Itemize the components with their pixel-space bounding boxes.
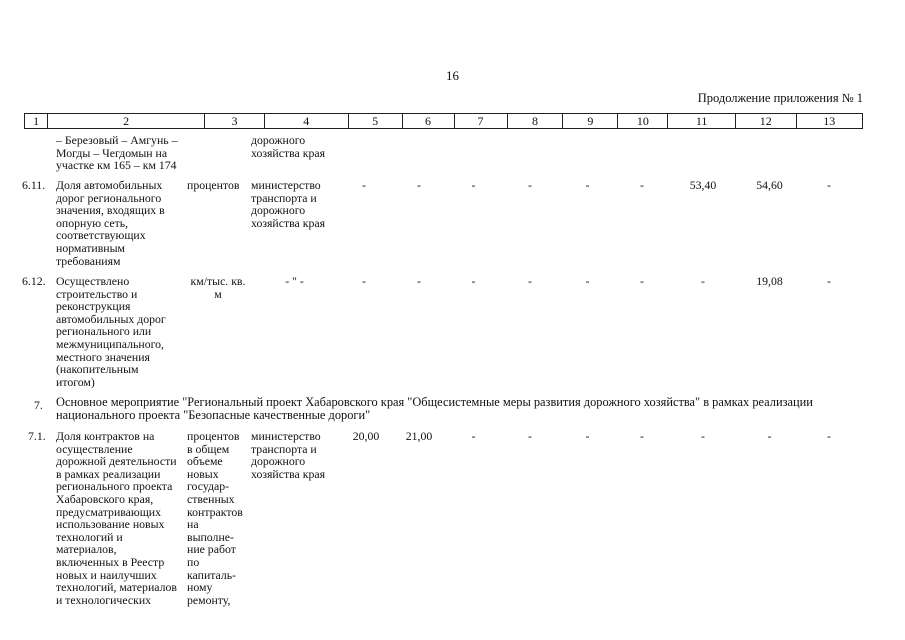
row-612-unit — [185, 275, 251, 300]
row-612-col-9: - — [585, 274, 590, 288]
text-line: транспорта и — [251, 190, 317, 205]
text-line: по — [187, 554, 200, 569]
row-71-name — [56, 430, 177, 606]
text-line: - " - — [285, 274, 304, 288]
text-line: ственных — [187, 491, 235, 506]
header-col-1: 1 — [25, 114, 48, 128]
text-line: новых и наилучших — [56, 567, 157, 582]
table-header-row — [24, 113, 863, 129]
text-line: национального проекта "Безопасные качественные дороги" — [56, 408, 371, 422]
row-612-number: 6.12. — [22, 274, 46, 288]
row-top-name — [56, 134, 178, 172]
text-line: ние работ — [187, 542, 236, 557]
row-611-number: 6.11. — [22, 178, 46, 192]
row-611-col-7: - — [471, 178, 476, 192]
header-col-2: 2 — [48, 114, 205, 128]
header-col-6: 6 — [403, 114, 455, 128]
row-612-col-12: 19,08 — [756, 274, 783, 288]
row-611-col-9: - — [585, 178, 590, 192]
header-col-7: 7 — [455, 114, 508, 128]
text-line: реконструкция — [56, 299, 131, 314]
text-line: технологий и — [56, 529, 123, 544]
header-col-12: 12 — [736, 114, 797, 128]
row-611-col-6: - — [417, 178, 421, 192]
row-611-executor — [251, 179, 325, 229]
text-line: дорожной деятельности — [56, 454, 177, 469]
text-line: технологий, материалов — [56, 580, 177, 595]
page-number: 16 — [446, 68, 459, 83]
row-611-unit — [187, 179, 239, 192]
row-71-col-10: - — [640, 429, 644, 443]
text-line: осуществление — [56, 441, 133, 456]
text-line: предусматривающих — [56, 504, 162, 519]
text-line: км/тыс. кв. — [190, 274, 246, 288]
text-line: хозяйства края — [251, 466, 326, 481]
row-611-col-11: 53,40 — [689, 178, 717, 192]
row-611-col-10: - — [640, 178, 644, 192]
text-line: министерство — [251, 178, 321, 192]
text-line: транспорта и — [251, 441, 317, 456]
row-71-col-7: - — [471, 429, 476, 443]
text-line: ному — [187, 580, 213, 595]
row-7-number: 7. — [34, 398, 43, 412]
text-line: выполне- — [187, 529, 234, 544]
header-col-9: 9 — [563, 114, 618, 128]
row-612-col-5: - — [362, 274, 366, 288]
text-line: строительство и — [56, 286, 138, 301]
text-line: м — [214, 286, 222, 301]
text-line: местного значения — [56, 349, 150, 364]
row-71-col-9: - — [585, 429, 590, 443]
row-71-col-5: 20,00 — [352, 429, 380, 443]
text-line: процентов — [187, 429, 240, 443]
header-col-11: 11 — [668, 114, 735, 128]
row-612-col-6: - — [417, 274, 421, 288]
text-line: капиталь- — [187, 567, 237, 582]
text-line: регионального проекта — [56, 479, 173, 494]
text-line: итогом) — [56, 374, 95, 389]
continuation-label: Продолжение приложения № 1 — [697, 91, 863, 105]
text-line: включенных в Реестр — [56, 554, 165, 569]
text-line: соответствующих — [56, 228, 146, 243]
text-line: материалов, — [56, 542, 117, 557]
row-7-text — [56, 396, 813, 422]
row-71-col-6: 21,00 — [405, 429, 433, 443]
row-71-col-11: - — [701, 429, 705, 443]
text-line: – Березовый – Амгунь – — [56, 133, 178, 147]
text-line: участке км 165 – км 174 — [56, 158, 177, 173]
text-line: контрактов — [187, 504, 243, 519]
text-line: в рамках реализации — [56, 466, 161, 481]
text-line: Основное мероприятие "Региональный проект Хабаровского края "Общесистемные меры развития дорожного хозяйства" в рамках реализации — [56, 395, 813, 409]
text-line: хозяйства края — [251, 215, 326, 230]
text-line: дорожного — [251, 454, 306, 469]
text-line: ремонту, — [187, 592, 231, 607]
row-612-col-7: - — [471, 274, 476, 288]
text-line: (накопительным — [56, 362, 139, 377]
text-line: дорог регионального — [56, 190, 162, 205]
text-line: значения, входящих в — [56, 203, 165, 218]
row-612-col-8: - — [528, 274, 532, 288]
header-col-4: 4 — [265, 114, 349, 128]
header-col-13: 13 — [823, 114, 836, 128]
text-line: автомобильных дорог — [56, 311, 166, 326]
header-col-10: 10 — [618, 114, 668, 128]
header-col-8: 8 — [508, 114, 564, 128]
row-71-executor — [251, 430, 325, 480]
row-71-col-13: - — [827, 429, 831, 443]
text-line: новых — [187, 466, 219, 481]
text-line: Доля автомобильных — [56, 178, 163, 192]
text-line: в общем — [187, 441, 230, 456]
text-line: государ- — [187, 479, 230, 494]
row-612-executor — [251, 275, 338, 288]
row-612-col-10: - — [640, 274, 644, 288]
text-line: на — [187, 517, 199, 532]
header-col-5: 5 — [349, 114, 403, 128]
text-line: и технологических — [56, 592, 152, 607]
row-71-unit — [187, 430, 243, 606]
row-71-col-12: - — [767, 429, 772, 443]
text-line: хозяйства края — [251, 145, 326, 160]
row-611-col-13: - — [827, 178, 831, 192]
text-line: регионального или — [56, 324, 152, 339]
row-612-col-13: - — [827, 274, 831, 288]
row-612-name — [56, 275, 166, 388]
text-line: Хабаровского края, — [56, 491, 154, 506]
text-line: дорожного — [251, 133, 306, 147]
text-line: процентов — [187, 178, 240, 192]
row-top-executor — [251, 134, 325, 159]
header-col-3: 3 — [205, 114, 265, 128]
text-line: межмуниципального, — [56, 336, 164, 351]
text-line: министерство — [251, 429, 321, 443]
text-line: нормативным — [56, 240, 125, 255]
text-line: Могды – Чегдомын на — [56, 145, 168, 160]
text-line: Доля контрактов на — [56, 429, 155, 443]
text-line: Осуществлено — [56, 274, 130, 288]
row-611-col-5: - — [362, 178, 366, 192]
text-line: использование новых — [56, 517, 165, 532]
row-612-col-11: - — [701, 274, 705, 288]
row-611-col-8: - — [528, 178, 532, 192]
text-line: объеме — [187, 454, 223, 469]
row-71-number: 7.1. — [28, 429, 46, 443]
row-71-col-8: - — [528, 429, 532, 443]
text-line: требованиям — [56, 253, 121, 268]
text-line: дорожного — [251, 203, 306, 218]
text-line: опорную сеть, — [56, 215, 129, 230]
row-611-name — [56, 179, 165, 267]
row-611-col-12: 54,60 — [756, 178, 783, 192]
